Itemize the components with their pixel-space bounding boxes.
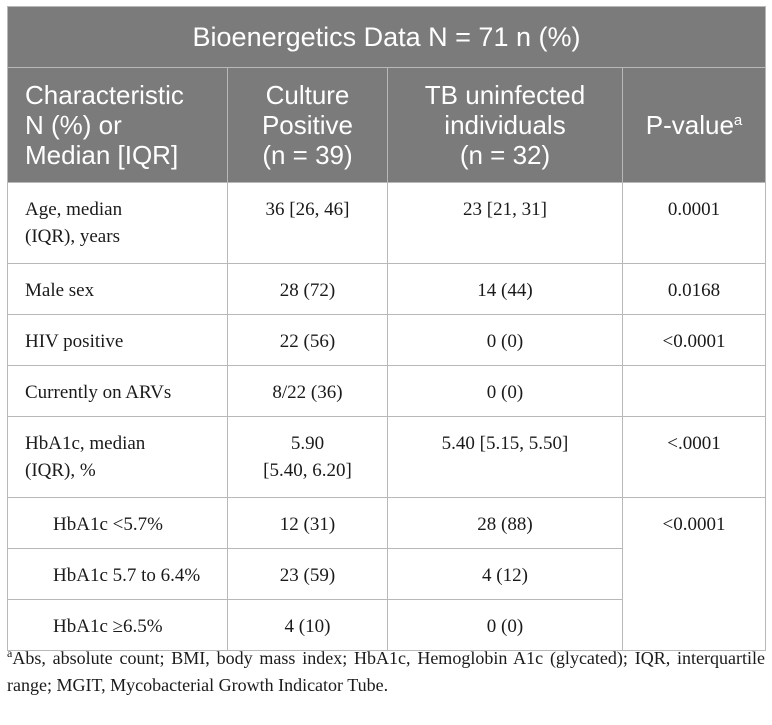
header-culture-positive bbox=[228, 68, 388, 183]
cell-p-value: <0.0001 bbox=[623, 315, 766, 366]
cell-p-value: <0.0001 bbox=[623, 498, 766, 651]
header-culture-positive-line: Positive bbox=[261, 110, 354, 140]
cell-characteristic: HIV positive bbox=[8, 315, 228, 366]
cell-p-value: 0.0001 bbox=[623, 183, 766, 264]
table-header-row bbox=[8, 68, 766, 183]
header-characteristic-line: Median [IQR] bbox=[25, 140, 179, 170]
bioenergetics-table bbox=[7, 6, 766, 651]
footnote-text: Abs, absolute count; BMI, body mass index; HbA1c, Hemoglobin A1c (glycated); IQR, interquartile range; MGIT, Mycobacterial Growth Indicator Tube. bbox=[7, 648, 765, 695]
table-row bbox=[8, 498, 766, 549]
table-title-row bbox=[8, 7, 766, 68]
header-characteristic-line: N (%) or bbox=[25, 110, 122, 140]
cell-characteristic bbox=[8, 183, 228, 264]
header-tb-uninfected-line: individuals bbox=[444, 110, 566, 140]
cell-culture-positive: 4 (10) bbox=[228, 600, 388, 651]
table-footnote bbox=[7, 640, 765, 699]
cell-tb-uninfected: 23 [21, 31] bbox=[388, 183, 623, 264]
header-tb-uninfected bbox=[388, 68, 623, 183]
cell-culture-positive bbox=[228, 417, 388, 498]
cell-characteristic-line: (IQR), % bbox=[25, 460, 96, 481]
cell-characteristic-line: HbA1c, median bbox=[25, 433, 146, 454]
cell-characteristic: Male sex bbox=[8, 264, 228, 315]
table-row bbox=[8, 315, 766, 366]
cell-culture-positive-line: 5.90 bbox=[290, 433, 325, 454]
header-p-value-label: P-value bbox=[645, 110, 734, 140]
cell-tb-uninfected: 0 (0) bbox=[388, 315, 623, 366]
cell-p-value: 0.0168 bbox=[623, 264, 766, 315]
header-p-value bbox=[623, 68, 766, 183]
cell-characteristic: HbA1c ≥6.5% bbox=[8, 600, 228, 651]
cell-p-value: <.0001 bbox=[623, 417, 766, 498]
cell-tb-uninfected: 5.40 [5.15, 5.50] bbox=[388, 417, 623, 498]
cell-tb-uninfected: 14 (44) bbox=[388, 264, 623, 315]
cell-culture-positive: 23 (59) bbox=[228, 549, 388, 600]
cell-tb-uninfected: 4 (12) bbox=[388, 549, 623, 600]
cell-characteristic-line: (IQR), years bbox=[25, 226, 120, 247]
cell-characteristic: HbA1c <5.7% bbox=[8, 498, 228, 549]
cell-characteristic: HbA1c 5.7 to 6.4% bbox=[8, 549, 228, 600]
cell-culture-positive: 36 [26, 46] bbox=[228, 183, 388, 264]
cell-tb-uninfected: 28 (88) bbox=[388, 498, 623, 549]
bioenergetics-table-container bbox=[7, 6, 765, 651]
cell-culture-positive: 28 (72) bbox=[228, 264, 388, 315]
cell-characteristic bbox=[8, 417, 228, 498]
header-culture-positive-line: (n = 39) bbox=[262, 140, 353, 170]
header-p-value-footnote-marker: a bbox=[733, 112, 743, 129]
header-culture-positive-line: Culture bbox=[265, 80, 350, 110]
table-row bbox=[8, 264, 766, 315]
cell-culture-positive: 8/22 (36) bbox=[228, 366, 388, 417]
table-row bbox=[8, 183, 766, 264]
table-title: Bioenergetics Data N = 71 n (%) bbox=[8, 7, 766, 68]
cell-p-value bbox=[623, 366, 766, 417]
table-row bbox=[8, 366, 766, 417]
table-row bbox=[8, 417, 766, 498]
header-characteristic-line: Characteristic bbox=[25, 80, 184, 110]
header-characteristic bbox=[8, 68, 228, 183]
cell-culture-positive-line: [5.40, 6.20] bbox=[263, 460, 352, 481]
cell-culture-positive: 22 (56) bbox=[228, 315, 388, 366]
header-tb-uninfected-line: TB uninfected bbox=[424, 80, 586, 110]
cell-tb-uninfected: 0 (0) bbox=[388, 600, 623, 651]
cell-characteristic-line: Age, median bbox=[25, 199, 123, 220]
cell-characteristic: Currently on ARVs bbox=[8, 366, 228, 417]
header-tb-uninfected-line: (n = 32) bbox=[459, 140, 551, 170]
cell-tb-uninfected: 0 (0) bbox=[388, 366, 623, 417]
footnote-marker: a bbox=[7, 646, 13, 660]
cell-culture-positive: 12 (31) bbox=[228, 498, 388, 549]
